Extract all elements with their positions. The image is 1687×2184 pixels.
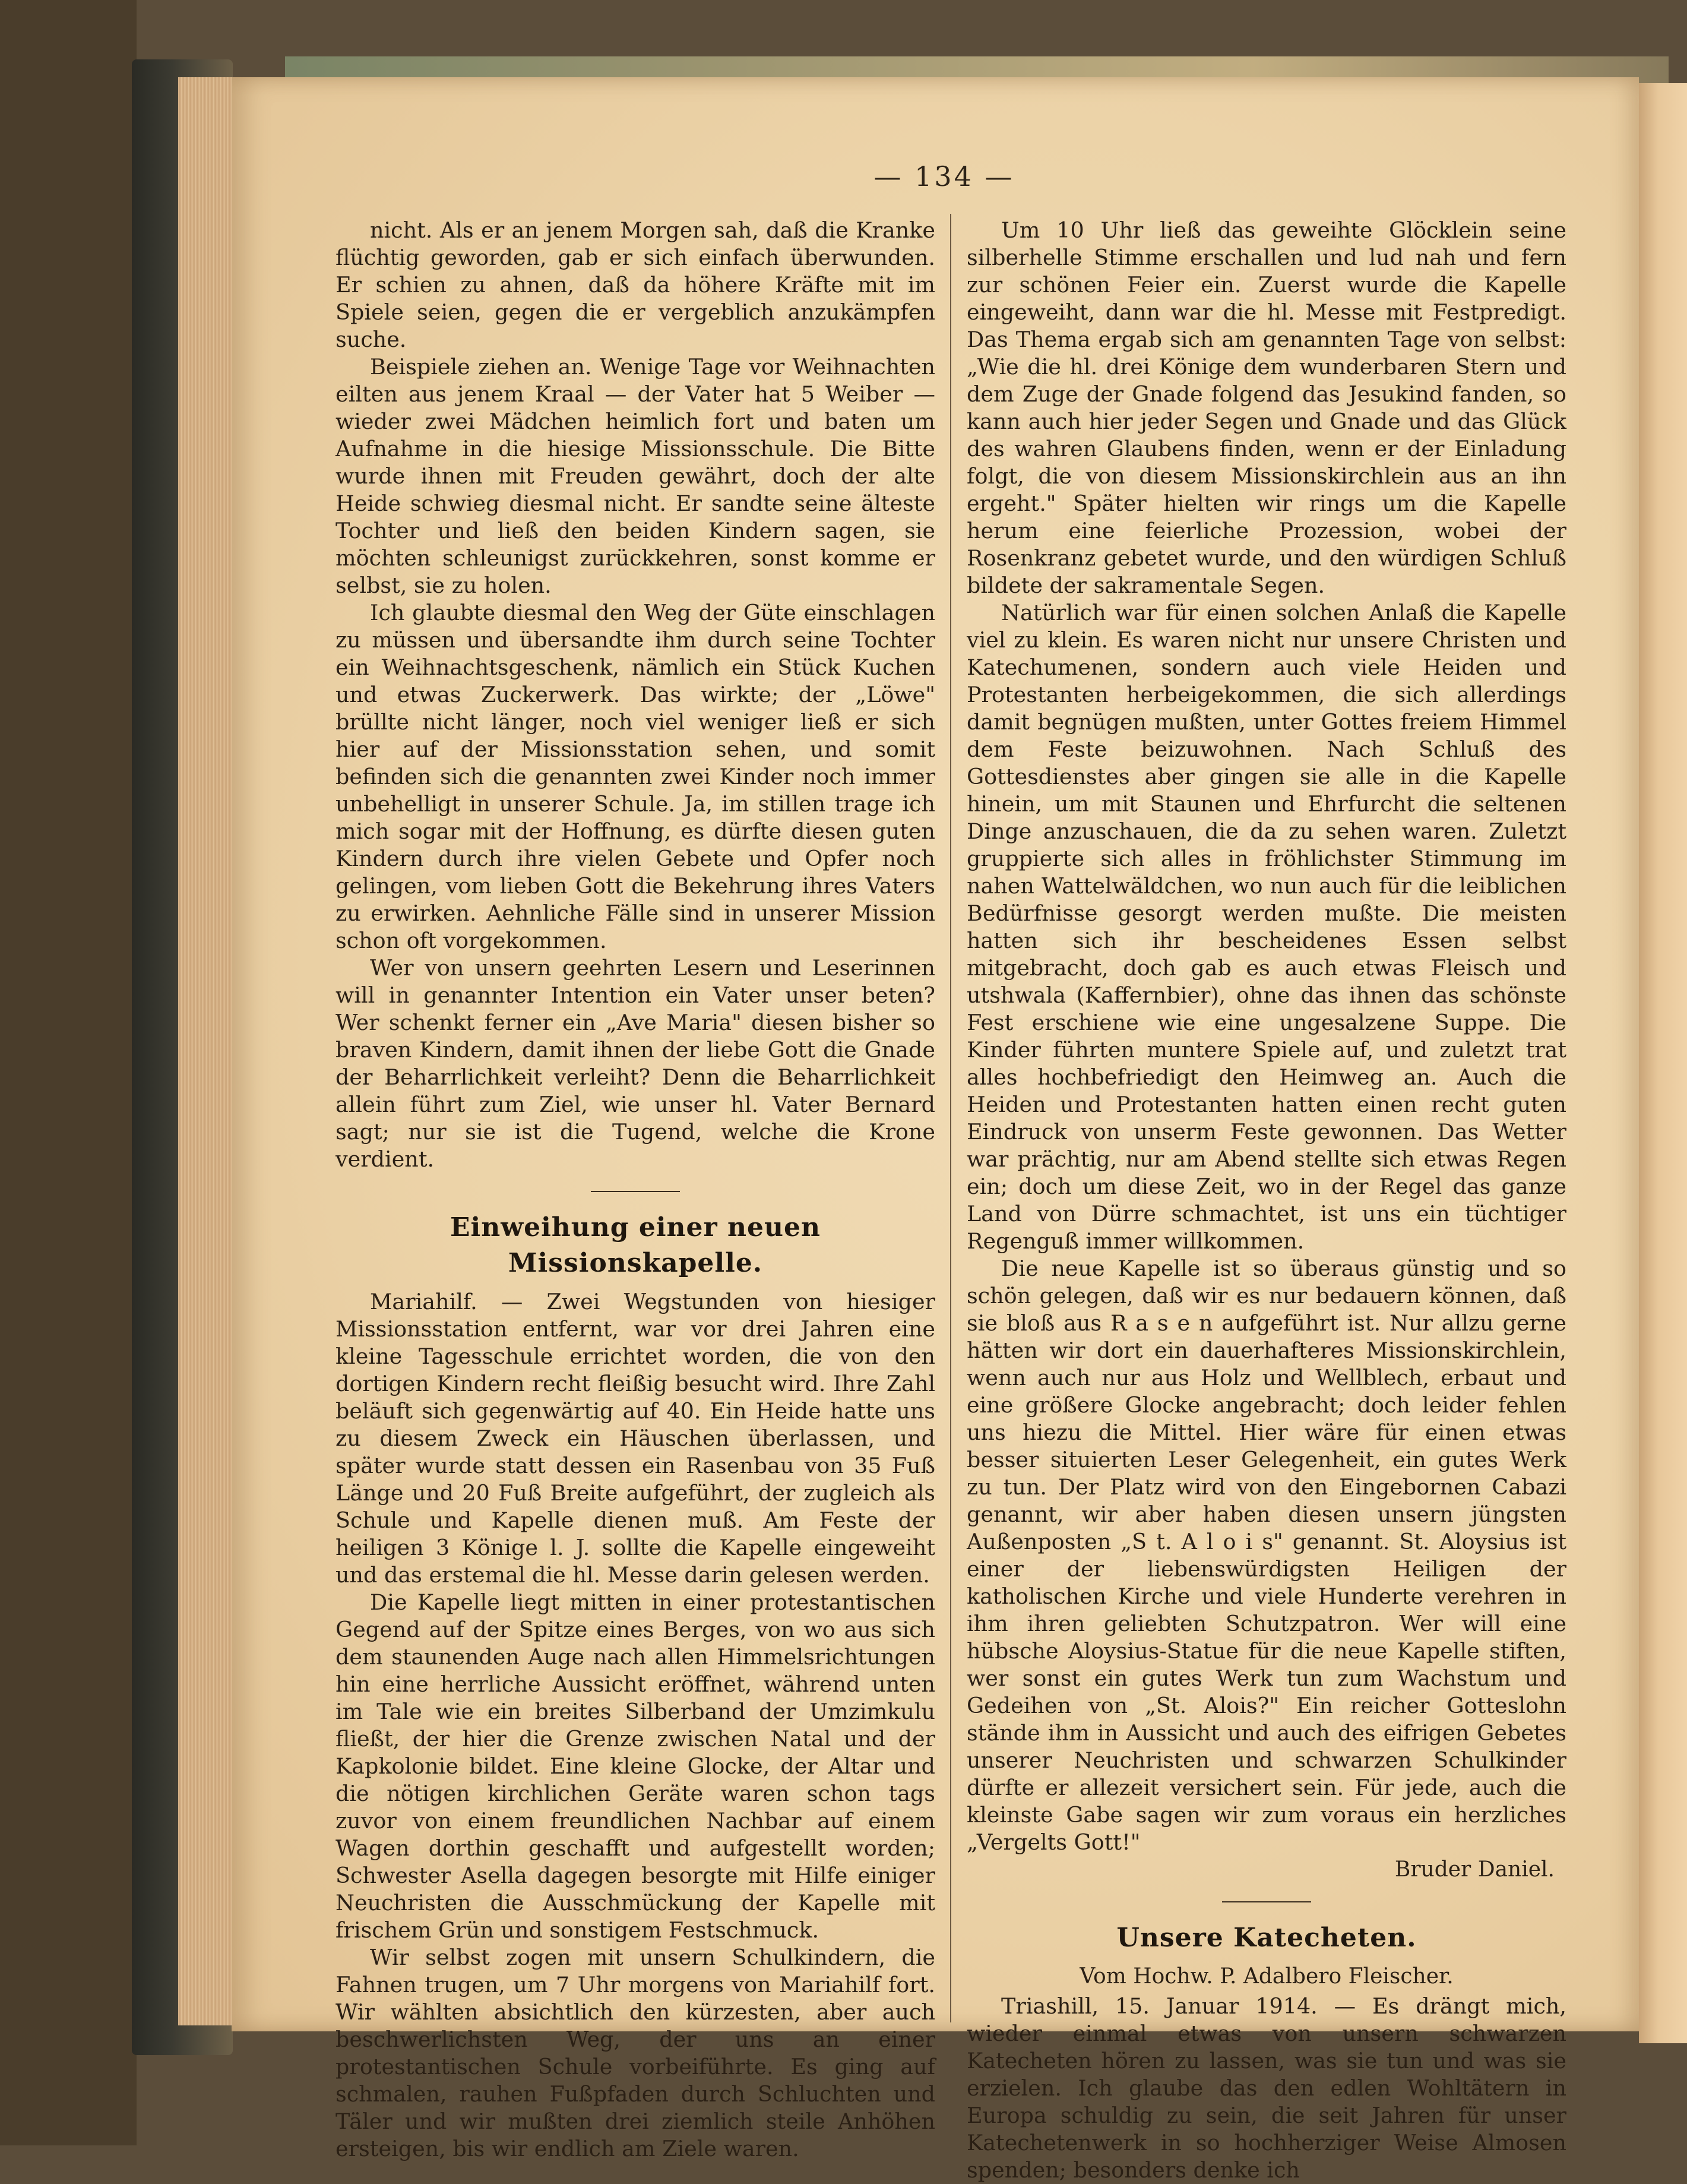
section-heading: Unsere Katecheten. bbox=[1116, 1923, 1417, 1953]
paragraph: Wer von unsern geehrten Lesern und Leserinnen will in genannter Intention ein Vater unser beten? Wer schenkt ferner ein „Ave Maria" diesen bisher so braven Kindern, damit ihnen der liebe Gott die Gnade der Beharrlichkeit verleiht? Denn die Beharrlichkeit allein führt zum Ziel, wie unser hl. Vater Bernard sagt; nur sie ist die Tugend, welche die Krone verdient. bbox=[335, 955, 935, 1172]
paragraph: Mariahilf. — Zwei Wegstunden von hiesiger Missionsstation entfernt, war vor drei Jahren eine kleine Tagesschule errichtet worden, die von den dortigen Kindern recht fleißig besucht wird. Ihre Zahl beläuft sich gegenwärtig auf 40. Ein Heide hatte uns zu diesem Zweck ein Häuschen überlassen, und später wurde statt dessen ein Rasenbau von 35 Fuß Länge und 20 Fuß Breite aufgeführt, der zugleich als Schule und Kapelle dienen muß. Am Feste der heiligen 3 Könige l. J. sollte die Kapelle eingeweiht und das erstemal die hl. Messe darin gelesen werden. bbox=[335, 1289, 935, 1588]
page-number: — 134 — bbox=[873, 160, 1015, 192]
author-signature: Bruder Daniel. bbox=[1394, 1857, 1555, 1882]
paragraph: Triashill, 15. Januar 1914. — Es drängt mich, wieder einmal etwas von unsern schwarzen Katecheten hören zu lassen, was sie tun und was sie erzielen. Ich glaube das den edlen Wohltätern in Europa schuldig zu sein, die seit Jahren für unser Katechetenwerk in so hochherziger Weise Almosen spenden; besonders denke ich bbox=[967, 1993, 1566, 2183]
paragraph: Um 10 Uhr ließ das geweihte Glöcklein seine silberhelle Stimme erschallen und lud nah und fern zur schönen Feier ein. Zuerst wurde die Kapelle eingeweiht, dann war die hl. Messe mit Festpredigt. Das Thema ergab sich am genannten Tage von selbst: „Wie die hl. drei Könige dem wunderbaren Stern und dem Zuge der Gnade folgend das Jesukind fanden, so kann auch hier jeder Segen und Gnade und das Glück des wahren Glaubens finden, wenn er der Einladung folgt, die von diesem Missionskirchlein aus an ihn ergeht." Später hielten wir rings um die Kapelle herum eine feierliche Prozession, wobei der Rosenkranz gebetet wurde, und den würdigen Schluß bildete der sakramentale Segen. bbox=[967, 217, 1566, 598]
paragraph: Natürlich war für einen solchen Anlaß die Kapelle viel zu klein. Es waren nicht nur unsere Christen und Katechumenen, sondern auch viele Heiden und Protestanten herbeigekommen, die sich allerdings damit begnügen mußten, unter Gottes freiem Himmel dem Feste beizuwohnen. Nach Schluß des Gottesdienstes aber gingen sie alle in die Kapelle hinein, um mit Staunen und Ehrfurcht die seltenen Dinge anzuschauen, die da zu sehen waren. Zuletzt gruppierte sich alles in fröhlichster Stimmung im nahen Wattelwäldchen, wo nun auch für die leiblichen Bedürfnisse gesorgt werden mußte. Die meisten hatten sich ihr bescheidenes Essen selbst mitgebracht, doch gab es auch etwas Fleisch und utshwala (Kaffernbier), ohne das ihnen das schönste Fest erschiene wie eine ungesalzene Suppe. Die Kinder führten muntere Spiele auf, und zuletzt trat alles hochbefriedigt den Heimweg an. Auch die Heiden und Protestanten hatten einen recht guten Eindruck von unserm Feste gewonnen. Das Wetter war prächtig, nur am Abend stellte sich etwas Regen ein; doch um diese Zeit, wo in der Regel das ganze Land von Dürre schmachtet, ist uns ein tüchtiger Regenguß immer willkommen. bbox=[967, 600, 1566, 1254]
next-page-edge bbox=[1639, 83, 1687, 2043]
paragraph: nicht. Als er an jenem Morgen sah, daß die Kranke flüchtig geworden, gab er sich einfach überwunden. Er schien zu ahnen, daß da höhere Kräfte mit im Spiele seien, gegen die er vergeblich anzukämpfen suche. bbox=[335, 217, 935, 352]
left-column bbox=[335, 217, 935, 2163]
author-byline: Vom Hochw. P. Adalbero Fleischer. bbox=[1080, 1964, 1454, 1989]
section-divider bbox=[1222, 1901, 1311, 1902]
paragraph: Die Kapelle liegt mitten in einer protestantischen Gegend auf der Spitze eines Berges, von wo aus sich dem staunenden Auge nach allen Himmelsrichtungen hin eine herrliche Aussicht eröffnet, während unten im Tale wie ein breites Silberband der Umzimkulu fließt, der hier die Grenze zwischen Natal und der Kapkolonie bildet. Eine kleine Glocke, der Altar und die nötigen kirchlichen Geräte waren schon tags zuvor von einem freundlichen Nachbar auf einem Wagen dorthin geschafft und aufgestellt worden; Schwester Asella dagegen besorgte mit Hilfe einiger Neuchristen die Ausschmückung der Kapelle mit frischem Grün und sonstigem Festschmuck. bbox=[335, 1589, 935, 1943]
paragraph: Die neue Kapelle ist so überaus günstig und so schön gelegen, daß wir es nur bedauern können, daß sie bloß aus R a s e n aufgeführt ist. Nur allzu gerne hätten wir dort ein dauerhafteres Missionskirchlein, wenn auch nur aus Holz und Wellblech, erbaut und eine größere Glocke angebracht; doch leider fehlen uns hiezu die Mittel. Hier wäre für einen etwas besser situierten Leser Gelegenheit, ein gutes Werk zu tun. Der Platz wird von den Eingebornen Cabazi genannt, wir aber haben diesen unsern jüngsten Außenposten „S t. A l o i s" genannt. St. Aloysius ist einer der liebenswürdigsten Heiligen der katholischen Kirche und viele Hunderte verehren in ihm ihren geliebten Schutzpatron. Wer will eine hübsche Aloysius-Statue für die neue Kapelle stiften, wer sonst ein gutes Werk tun zum Wachstum und Gedeihen von „St. Alois?" Ein reicher Gotteslohn stände ihm in Aussicht und auch des eifrigen Gebetes unserer Neuchristen und schwarzen Schulkinder dürfte er allezeit versichert sein. Für jede, auch die kleinste Gabe sagen wir zum voraus ein herzliches „Vergelts Gott!" bbox=[967, 1256, 1566, 1855]
right-column bbox=[967, 217, 1566, 2184]
section-heading: Einweihung einer neuen Missionskapelle. bbox=[450, 1212, 821, 1278]
paragraph: Beispiele ziehen an. Wenige Tage vor Weihnachten eilten aus jenem Kraal — der Vater hat 5 Weiber — wieder zwei Mädchen heimlich fort und baten um Aufnahme in die hiesige Missionsschule. Die Bitte wurde ihnen mit Freuden gewährt, doch der alte Heide schwieg diesmal nicht. Er sandte seine älteste Tochter und ließ den beiden Kindern sagen, sie möchten schleunigst zurückkehren, sonst komme er selbst, sie zu holen. bbox=[335, 354, 935, 598]
column-divider bbox=[950, 214, 951, 2022]
paragraph: Ich glaubte diesmal den Weg der Güte einschlagen zu müssen und übersandte ihm durch seine Tochter ein Weihnachtsgeschenk, nämlich ein Stück Kuchen und etwas Zuckerwerk. Das wirkte; der „Löwe" brüllte nicht länger, noch viel weniger ließ er sich hier auf der Missionsstation sehen, und somit befinden sich die genannten zwei Kinder noch immer unbehelligt in unserer Schule. Ja, im stillen trage ich mich sogar mit der Hoffnung, es dürfte diesen guten Kindern durch ihre vielen Gebete und Opfer noch gelingen, vom lieben Gott die Bekehrung ihres Vaters zu erwirken. Aehnliche Fälle sind in unserer Mission schon oft vorgekommen. bbox=[335, 600, 935, 953]
section-divider bbox=[591, 1191, 680, 1192]
paragraph: Wir selbst zogen mit unsern Schulkindern, die Fahnen trugen, um 7 Uhr morgens von Mariahilf fort. Wir wählten absichtlich den kürzesten, aber auch beschwerlichsten Weg, der uns an einer protestantischen Schule vorbeiführte. Es ging auf schmalen, rauhen Fußpfaden durch Schluchten und Täler und wir mußten drei ziemlich steile Anhöhen ersteigen, bis wir endlich am Ziele waren. bbox=[335, 1945, 935, 2161]
background-left bbox=[0, 0, 137, 2145]
